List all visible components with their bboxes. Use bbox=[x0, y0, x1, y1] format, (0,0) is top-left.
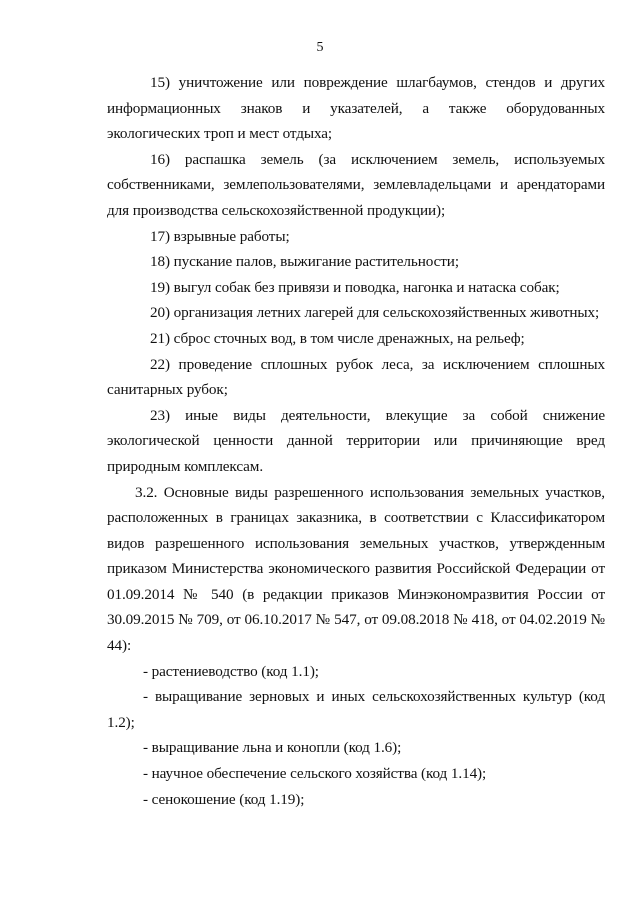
text-line: для производства сельскохозяйственной продукции); bbox=[107, 201, 446, 219]
text-line: 1.2); bbox=[107, 713, 135, 731]
text-line: 22) проведение сплошных рубок леса, за исключением сплошных bbox=[150, 355, 605, 373]
text-line: экологических троп и мест отдыха; bbox=[107, 125, 333, 143]
text-line: 18) пускание палов, выжигание растительности; bbox=[150, 253, 459, 271]
page-number: 5 bbox=[316, 40, 324, 55]
text-line: 23) иные виды деятельности, влекущие за собой снижение bbox=[150, 406, 605, 424]
text-line: санитарных рубок; bbox=[107, 381, 228, 399]
text-line: - выращивание зерновых и иных сельскохозяйственных культур (код bbox=[143, 688, 605, 706]
text-line: 30.09.2015 № 709, от 06.10.2017 № 547, от 09.08.2018 № 418, от 04.02.2019 № bbox=[107, 611, 605, 629]
text-line: - растениеводство (код 1.1); bbox=[143, 662, 319, 680]
text-line: 16) распашка земель (за исключением земель, используемых bbox=[150, 150, 605, 168]
text-line: 01.09.2014 № 540 (в редакции приказов Минэкономразвития России от bbox=[107, 585, 605, 603]
text-line: 21) сброс сточных вод, в том числе дренажных, на рельеф; bbox=[150, 329, 525, 347]
text-line: экологической ценности данной территории или причиняющие вред bbox=[107, 432, 605, 450]
text-line: 17) взрывные работы; bbox=[150, 227, 290, 245]
text-line: 19) выгул собак без привязи и поводка, нагонка и натаска собак; bbox=[150, 278, 560, 296]
text-line: расположенных в границах заказника, в соответствии с Классификатором bbox=[107, 509, 605, 527]
text-line: информационных знаков и указателей, а также оборудованных bbox=[107, 99, 605, 117]
text-line: приказом Министерства экономического развития Российской Федерации от bbox=[107, 560, 605, 578]
document-body bbox=[107, 70, 605, 812]
text-line: - сенокошение (код 1.19); bbox=[143, 790, 305, 808]
text-line: 3.2. Основные виды разрешенного использования земельных участков, bbox=[135, 483, 605, 501]
text-line: - выращивание льна и конопли (код 1.6); bbox=[143, 739, 402, 757]
text-line: собственниками, землепользователями, землевладельцами и арендаторами bbox=[107, 176, 605, 194]
text-line: 15) уничтожение или повреждение шлагбаумов, стендов и других bbox=[150, 74, 605, 91]
text-line: 20) организация летних лагерей для сельскохозяйственных животных; bbox=[150, 304, 600, 322]
text-line: видов разрешенного использования земельных участков, утвержденным bbox=[107, 534, 605, 552]
text-line: 44): bbox=[107, 637, 132, 655]
text-line: - научное обеспечение сельского хозяйства (код 1.14); bbox=[143, 765, 487, 783]
text-line: природным комплексам. bbox=[107, 457, 264, 475]
